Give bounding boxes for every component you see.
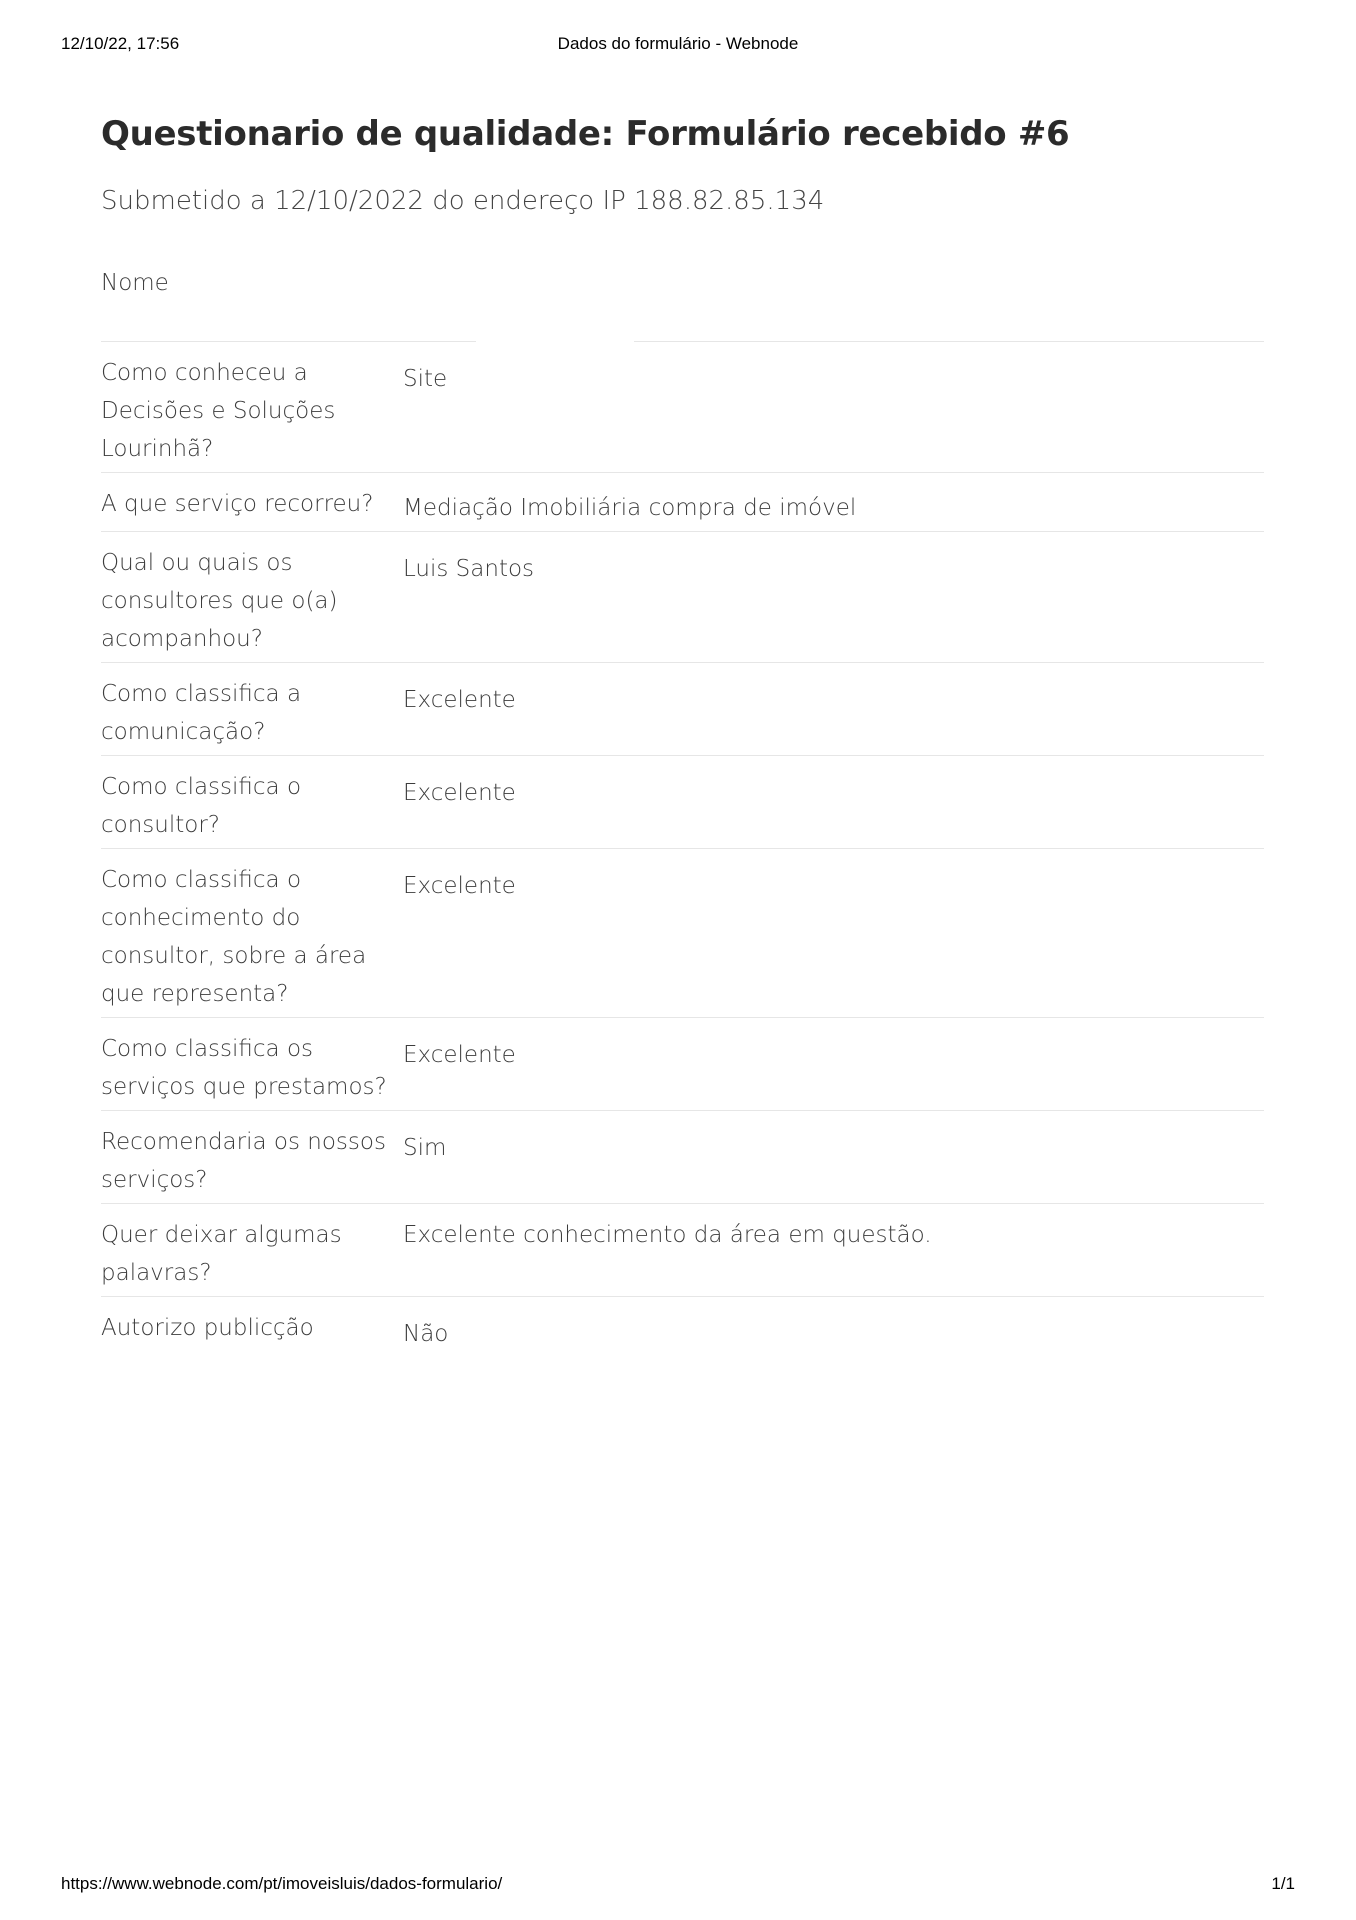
- form-submission: [101, 112, 1264, 1357]
- field-list: [101, 264, 1264, 1357]
- divider: [634, 341, 1264, 342]
- field-value: Excelente conhecimento da área em questão.: [403, 1222, 932, 1248]
- field-value: Não: [403, 1321, 449, 1347]
- field-label: Nome: [101, 270, 169, 296]
- field-value: Excelente: [403, 1042, 516, 1068]
- field-label: Como classifica os serviços que prestamos?: [101, 1036, 387, 1100]
- field-value: Site: [403, 366, 448, 392]
- field-label: Recomendaria os nossos serviços?: [101, 1129, 386, 1193]
- print-header: [61, 34, 1295, 56]
- page-number: 1/1: [1271, 1874, 1295, 1893]
- submission-info: Submetido a 12/10/2022 do endereço IP 188.82.85.134: [101, 186, 825, 216]
- field-row: [101, 473, 1264, 532]
- field-value: Excelente: [403, 687, 516, 713]
- field-row-name: [101, 264, 1264, 342]
- field-row: [101, 1297, 1264, 1357]
- field-row: [101, 532, 1264, 663]
- field-row: [101, 1018, 1264, 1111]
- print-page-title: Dados do formulário - Webnode: [557, 34, 799, 53]
- field-value: Excelente: [403, 873, 516, 899]
- field-label: Como classifica o conhecimento do consultor, sobre a área que representa?: [101, 867, 367, 1007]
- field-value: Mediação Imobiliária compra de imóvel: [403, 495, 857, 521]
- print-footer: [61, 1874, 1295, 1896]
- divider: [101, 341, 476, 342]
- field-value: Sim: [403, 1135, 447, 1161]
- page-title: Questionario de qualidade: Formulário recebido #6: [101, 114, 1070, 154]
- print-datetime: 12/10/22, 17:56: [61, 34, 180, 53]
- field-label: Autorizo publicção: [101, 1315, 314, 1341]
- field-value: Luis Santos: [403, 556, 535, 582]
- field-value: Excelente: [403, 780, 516, 806]
- field-label: Quer deixar algumas palavras?: [101, 1222, 342, 1286]
- field-row: [101, 756, 1264, 849]
- field-label: Qual ou quais os consultores que o(a) acompanhou?: [101, 550, 338, 652]
- field-label: Como conheceu a Decisões e Soluções Lourinhã?: [101, 360, 336, 462]
- field-row: [101, 663, 1264, 756]
- field-label: Como classifica a comunicação?: [101, 681, 302, 745]
- field-label: A que serviço recorreu?: [101, 491, 374, 517]
- field-row: [101, 1111, 1264, 1204]
- field-label: Como classifica o consultor?: [101, 774, 302, 838]
- field-row: [101, 849, 1264, 1018]
- field-row: [101, 1204, 1264, 1297]
- field-value: [403, 264, 1264, 338]
- page-url: https://www.webnode.com/pt/imoveisluis/dados-formulario/: [61, 1874, 503, 1893]
- field-row: [101, 342, 1264, 473]
